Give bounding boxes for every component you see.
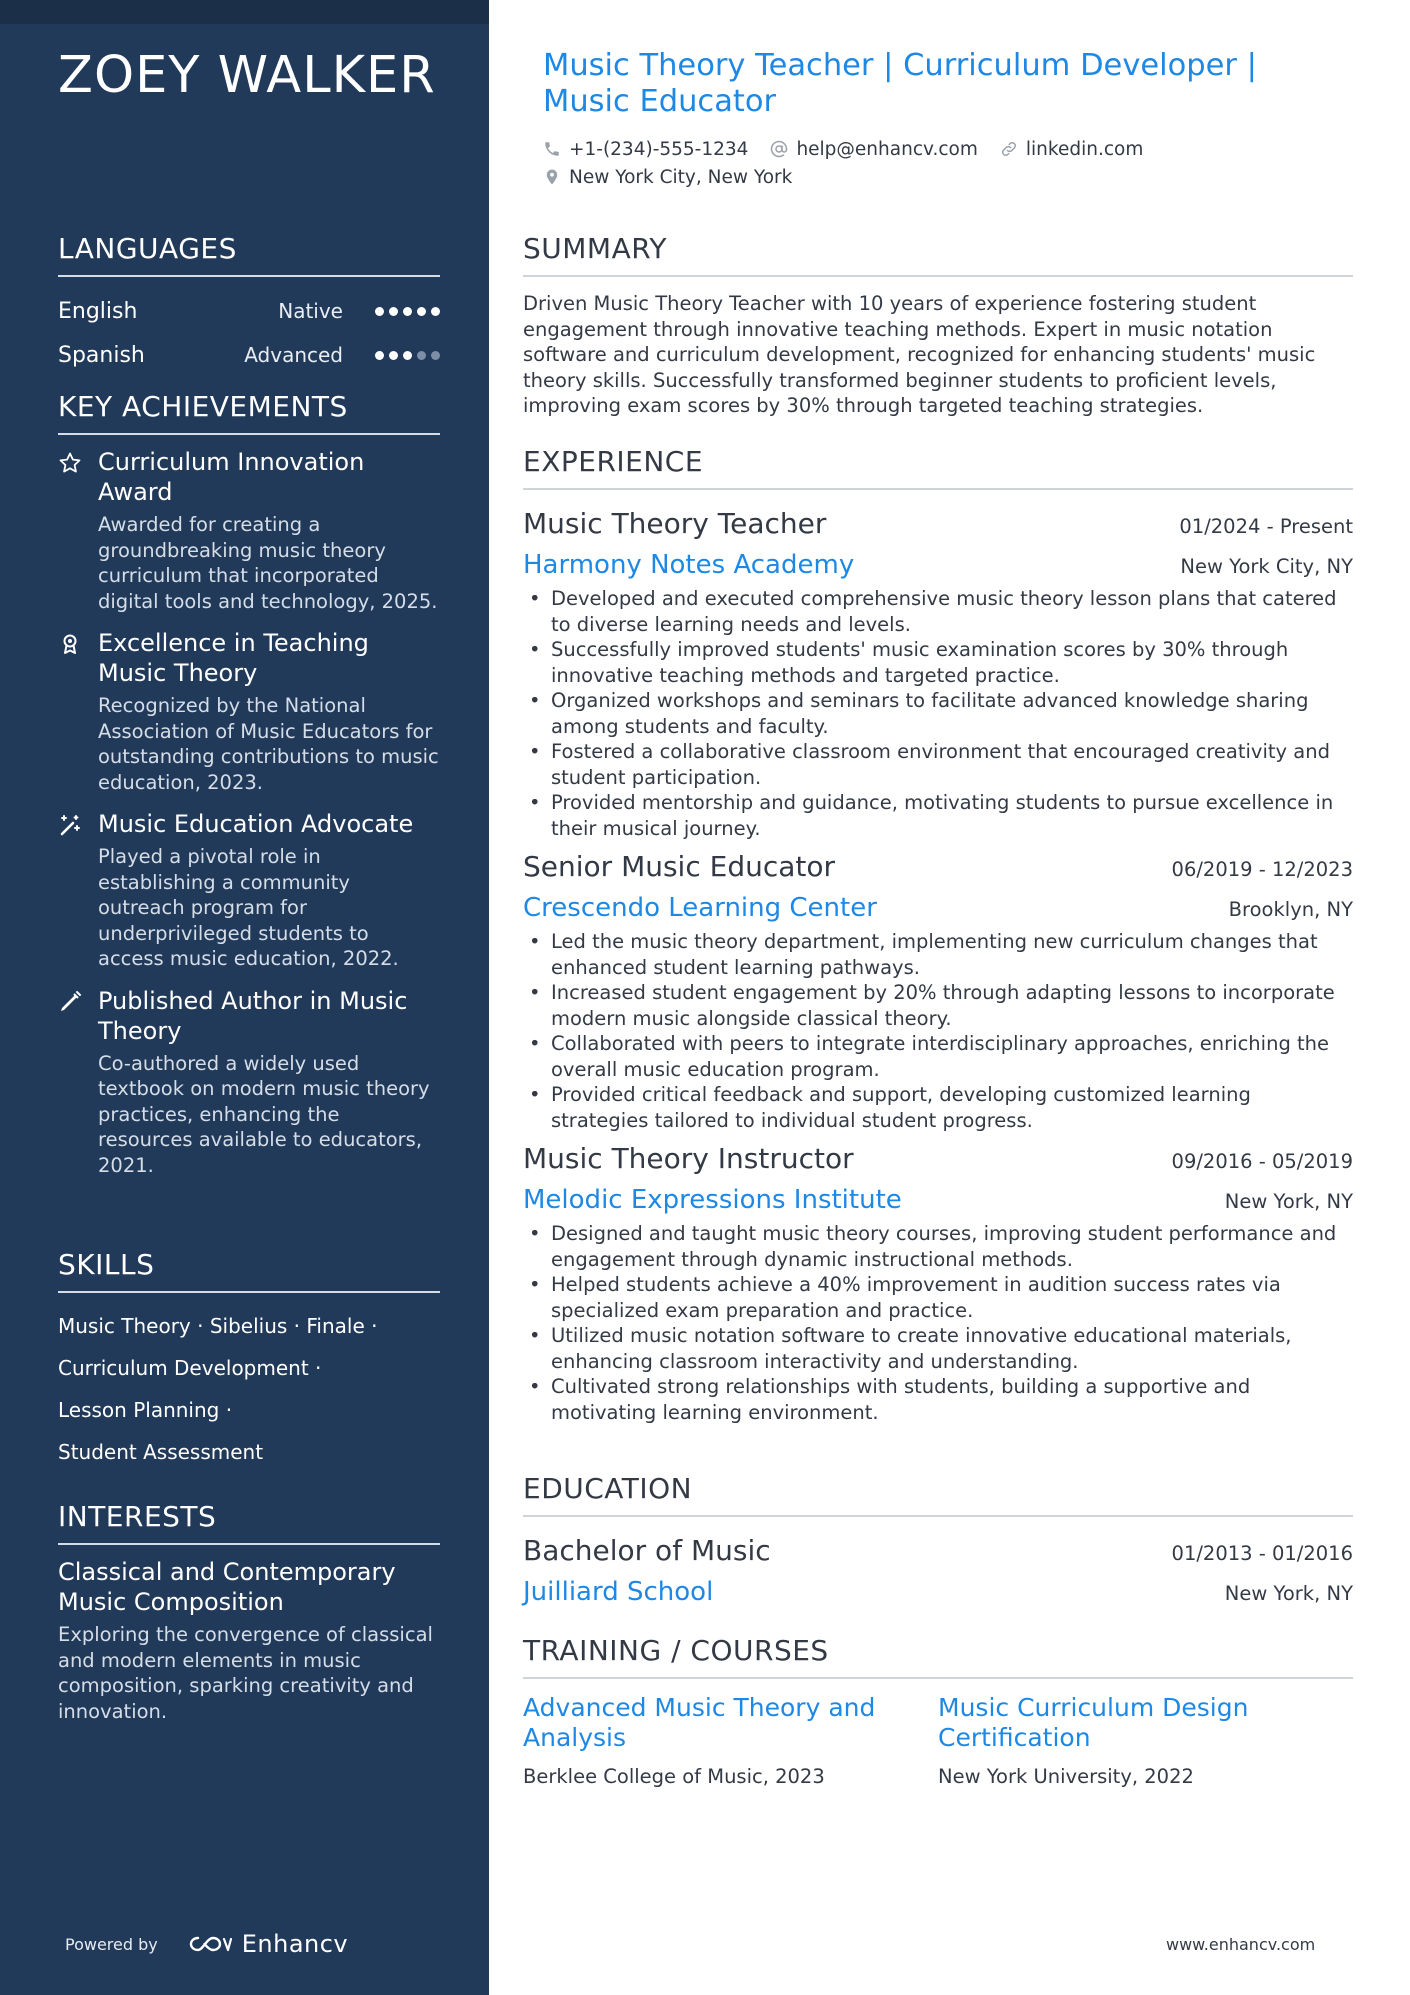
language-rating [375,351,440,360]
job-bullet: • Cultivated strong relationships with students, building a supportive and motivating learning environment. [523,1374,1353,1425]
rating-dot-filled [375,351,384,360]
job-bullets [523,586,1353,841]
experience-heading: EXPERIENCE [523,445,1353,490]
skill-line: Student Assessment [58,1440,264,1464]
linkedin-text: linkedin.com [1025,138,1144,160]
degree-title: Bachelor of Music [523,1534,771,1567]
training-heading: TRAINING / COURSES [523,1634,1353,1679]
course-institution: New York University, 2022 [938,1765,1194,1788]
company-name: Melodic Expressions Institute [523,1185,902,1215]
course-title: Music Curriculum Design Certification [938,1693,1249,1752]
job-bullet: • Successfully improved students' music examination scores by 30% through innovative teaching methods and targeted practice. [523,637,1353,688]
skill-line: Lesson Planning · [58,1398,233,1422]
sidebar [0,0,489,1995]
achievement-title: Published Author in Music Theory [98,986,408,1045]
training-section [523,1634,1353,1788]
language-name: English [58,298,138,324]
location-text: New York City, New York [569,166,793,188]
job-title: Senior Music Educator [523,850,836,883]
interests-heading: INTERESTS [58,1500,440,1545]
interest-description: Exploring the convergence of classical and modern elements in music composition, sparking creativity and innovation. [58,1623,433,1723]
star-icon [58,447,98,614]
rating-dot-filled [403,307,412,316]
achievement-description: Recognized by the National Association of Music Educators for outstanding contributions to music education, 2023. [98,694,439,794]
school-name: Juilliard School [523,1577,714,1607]
email-text: help@enhancv.com [796,138,978,160]
enhancv-logo[interactable] [186,1930,348,1958]
footer-site-link[interactable]: www.enhancv.com [1166,1935,1316,1954]
headline: Music Theory Teacher | Curriculum Developer | Music Educator [543,48,1257,119]
achievement-item [58,986,440,1179]
experience-section [523,445,1353,1431]
rating-dot-filled [389,351,398,360]
contact-location [543,167,792,188]
skill-line: Curriculum Development · [58,1356,322,1380]
education-date: 01/2013 - 01/2016 [1171,1542,1353,1565]
job-bullet: • Led the music theory department, implementing new curriculum changes that enhanced student learning pathways. [523,929,1353,980]
company-name: Crescendo Learning Center [523,893,877,923]
job-bullet: • Provided critical feedback and support, developing customized learning strategies tailored to individual student progress. [523,1082,1353,1133]
rating-dot-filled [375,307,384,316]
summary-text: Driven Music Theory Teacher with 10 years of experience fostering student engagement through innovative teaching methods. Expert in music notation software and curriculum development, recognized for enhancing students' music theory skills. Successfully transformed beginner students to proficient levels, improving exam scores by 30% through targeted teaching strategies. [523,292,1316,417]
job-bullet: • Utilized music notation software to create innovative educational materials, enhancing classroom interactivity and understanding. [523,1323,1353,1374]
job-location: Brooklyn, NY [1228,898,1353,921]
course-item [523,1693,938,1788]
languages-section [58,232,440,377]
medal-icon [58,628,98,795]
education-location: New York, NY [1224,1582,1353,1605]
rating-dot-filled [389,307,398,316]
languages-heading: LANGUAGES [58,232,440,277]
job-bullet: • Helped students achieve a 40% improvement in audition success rates via specialized exam preparation and practice. [523,1272,1353,1323]
link-icon [1000,140,1018,158]
contact-info [543,135,1353,191]
achievement-title: Music Education Advocate [98,810,414,838]
achievement-item [58,628,440,795]
job-entry [523,847,1353,1133]
job-bullet: • Fostered a collaborative classroom environment that encouraged creativity and student participation. [523,739,1353,790]
achievement-title: Curriculum Innovation Award [98,448,365,506]
job-entry [523,1139,1353,1425]
contact-phone[interactable] [543,139,748,160]
skill-line: Music Theory · Sibelius · Finale · [58,1314,378,1338]
achievements-section [58,390,440,1192]
achievements-heading: KEY ACHIEVEMENTS [58,390,440,435]
job-date: 01/2024 - Present [1179,515,1353,538]
language-level: Native [278,299,343,323]
education-heading: EDUCATION [523,1472,1353,1517]
rating-dot-filled [403,351,412,360]
language-item [58,289,440,333]
job-bullets [523,1221,1353,1425]
rating-dot-empty [431,351,440,360]
job-location: New York, NY [1224,1190,1353,1213]
company-name: Harmony Notes Academy [523,550,855,580]
candidate-name: ZOEY WALKER [58,46,436,105]
language-level: Advanced [244,343,343,367]
phone-icon [543,140,561,158]
pen-icon [58,986,98,1179]
achievement-description: Played a pivotal role in establishing a community outreach program for underprivileged students to access music education, 2022. [98,845,399,970]
rating-dot-empty [417,351,426,360]
brand-name: Enhancv [241,1930,349,1958]
job-title: Music Theory Teacher [523,507,827,540]
infinity-logo-icon [186,1932,232,1956]
job-bullet: • Developed and executed comprehensive music theory lesson plans that catered to diverse learning needs and levels. [523,586,1353,637]
location-pin-icon [543,168,561,186]
achievement-title: Excellence in Teaching Music Theory [98,629,369,687]
interests-section [58,1500,440,1724]
interest-title: Classical and Contemporary Music Composition [58,1558,396,1616]
job-bullets [523,929,1353,1133]
education-section [523,1472,1353,1611]
skills-section [58,1248,440,1473]
course-title: Advanced Music Theory and Analysis [523,1693,876,1752]
skills-heading: SKILLS [58,1248,440,1293]
job-bullet: • Provided mentorship and guidance, motivating students to pursue excellence in their musical journey. [523,790,1353,841]
job-bullet: • Organized workshops and seminars to facilitate advanced knowledge sharing among students and faculty. [523,688,1353,739]
course-item [938,1693,1353,1788]
job-bullet: • Designed and taught music theory courses, improving student performance and engagement through dynamic instructional methods. [523,1221,1353,1272]
magic-wand-icon [58,809,98,972]
job-bullet: • Collaborated with peers to integrate interdisciplinary approaches, enriching the overall music education program. [523,1031,1353,1082]
job-location: New York City, NY [1180,555,1353,578]
phone-text: +1-(234)-555-1234 [569,138,749,160]
contact-linkedin[interactable] [1000,139,1143,160]
language-item [58,333,440,377]
achievement-item [58,809,440,972]
achievement-description: Co-authored a widely used textbook on modern music theory practices, enhancing the resources available to educators, 2021. [98,1051,430,1177]
achievement-description: Awarded for creating a groundbreaking music theory curriculum that incorporated digital tools and technology, 2025. [98,513,438,613]
job-title: Music Theory Instructor [523,1142,854,1175]
at-icon [770,140,788,158]
powered-by-label: Powered by [65,1934,158,1954]
job-date: 06/2019 - 12/2023 [1171,858,1353,881]
sidebar-top-band [0,0,489,24]
achievement-item [58,447,440,614]
language-rating [375,307,440,316]
job-bullet: • Increased student engagement by 20% through adapting lessons to incorporate modern music alongside classical theory. [523,980,1353,1031]
rating-dot-filled [417,307,426,316]
course-institution: Berklee College of Music, 2023 [523,1765,825,1788]
language-name: Spanish [58,342,145,368]
contact-email[interactable] [770,139,977,160]
summary-section [523,232,1353,419]
rating-dot-filled [431,307,440,316]
job-date: 09/2016 - 05/2019 [1171,1150,1353,1173]
powered-by [65,1930,348,1958]
summary-heading: SUMMARY [523,232,1353,277]
job-entry [523,504,1353,841]
